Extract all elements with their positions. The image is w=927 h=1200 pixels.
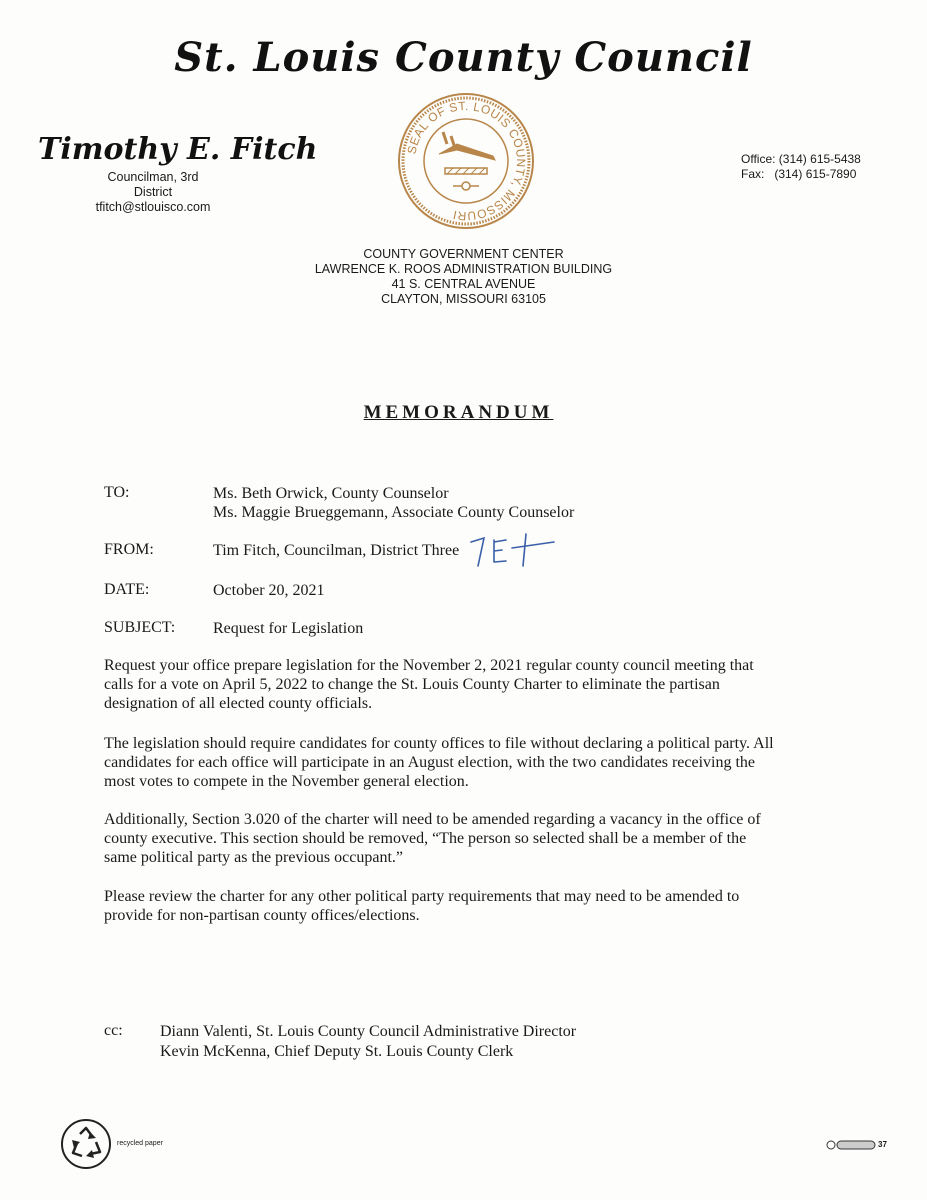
union-label-number: 37 (878, 1140, 887, 1149)
fax-phone: Fax: (314) 615-7890 (741, 167, 857, 181)
body-line: The legislation should require candidates for county offices to file without declaring a political party. All (104, 735, 774, 752)
cc-list (160, 1022, 576, 1062)
address-line: 41 S. CENTRAL AVENUE (391, 277, 536, 291)
from-label: FROM: (104, 541, 154, 558)
body-paragraph (104, 734, 804, 791)
union-label-icon (826, 1138, 876, 1152)
address-block (0, 247, 927, 307)
county-seal-logo (397, 92, 535, 230)
council-title: St. Louis County Council (174, 34, 753, 81)
councilman-title: Councilman, 3rd District (107, 170, 199, 199)
body-line: candidates for each office will participate in an August election, with the two candidates receiving the (104, 754, 756, 771)
cc-recipient: Diann Valenti, St. Louis County Council Administrative Director (160, 1023, 577, 1040)
address-line: COUNTY GOVERNMENT CENTER (363, 247, 564, 261)
svg-text:SEAL OF ST. LOUIS COUNTY, MISS (404, 99, 528, 223)
plow-icon (439, 132, 495, 190)
address-line: CLAYTON, MISSOURI 63105 (381, 292, 546, 306)
address-line: LAWRENCE K. ROOS ADMINISTRATION BUILDING (314, 262, 613, 276)
body-line: most votes to compete in the November general election. (104, 773, 469, 790)
body-line: Additionally, Section 3.020 of the charter will need to be amended regarding a vacancy in the office of (104, 811, 761, 828)
body-line: provide for non-partisan county offices/elections. (104, 907, 420, 924)
body-paragraph (104, 656, 804, 713)
councilman-info (88, 170, 218, 215)
office-phone: Office: (314) 615-5438 (741, 152, 861, 166)
recycled-paper-label: recycled paper (117, 1140, 163, 1147)
councilman-name: Timothy E. Fitch (38, 132, 318, 167)
body-line: designation of all elected county officials. (104, 695, 373, 712)
subject-label: SUBJECT: (104, 619, 176, 636)
body-line: county executive. This section should be removed, “The person so selected shall be a member of the (104, 830, 747, 847)
cc-recipient: Kevin McKenna, Chief Deputy St. Louis County Clerk (160, 1043, 514, 1060)
handwritten-initials-signature (468, 530, 558, 570)
seal-text: SEAL OF ST. LOUIS COUNTY, MISSOURI (404, 98, 529, 224)
to-label: TO: (104, 484, 130, 501)
date-value: October 20, 2021 (213, 582, 325, 599)
body-line: Please review the charter for any other political party requirements that may need to be amended to (104, 888, 740, 905)
to-recipient: Ms. Beth Orwick, County Counselor (213, 485, 449, 502)
body-line: same political party as the previous occupant.” (104, 849, 404, 866)
body-paragraph (104, 887, 804, 925)
date-label: DATE: (104, 581, 150, 598)
body-line: Request your office prepare legislation for the November 2, 2021 regular county council meeting that (104, 657, 754, 674)
to-recipients (213, 484, 574, 522)
councilman-email: tfitch@stlouisco.com (95, 200, 211, 214)
from-value: Tim Fitch, Councilman, District Three (213, 542, 460, 559)
cc-label: cc: (104, 1022, 123, 1039)
recycle-icon (60, 1118, 112, 1170)
subject-value: Request for Legislation (213, 620, 364, 637)
contact-info (741, 152, 861, 182)
memo-title: MEMORANDUM (363, 402, 554, 423)
to-recipient: Ms. Maggie Brueggemann, Associate County Counselor (213, 504, 575, 521)
body-paragraph (104, 810, 804, 867)
body-line: calls for a vote on April 5, 2022 to change the St. Louis County Charter to eliminate the partisan (104, 676, 720, 693)
